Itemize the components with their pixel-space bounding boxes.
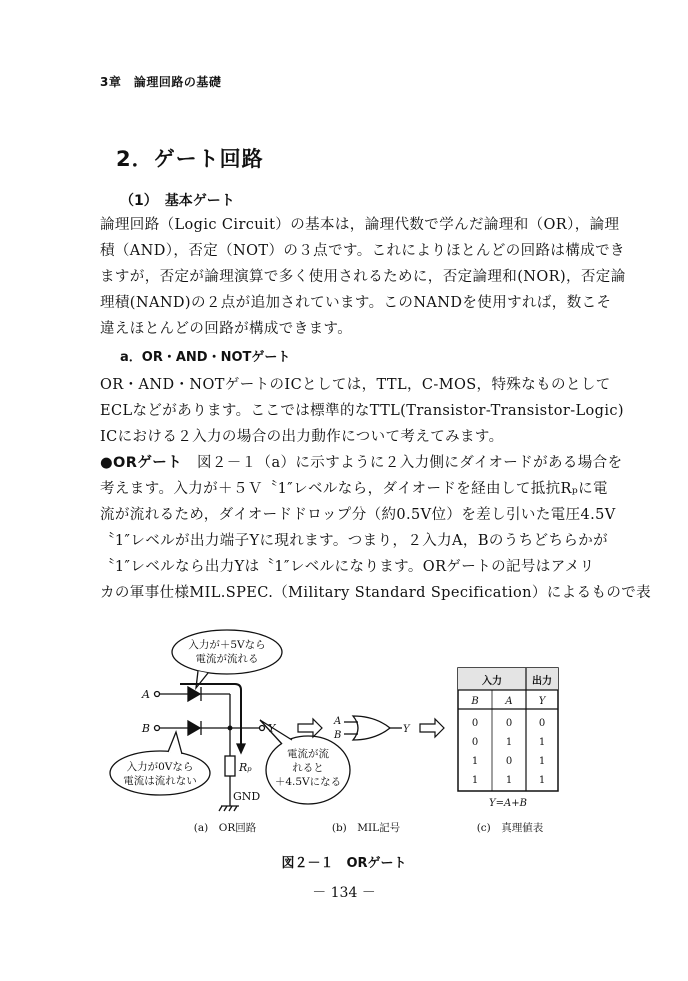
truth-table-equation: Y=A+B [489, 798, 527, 809]
arrow-icon [298, 719, 322, 737]
truth-table-cell: 1 [505, 737, 513, 748]
or-gate-text: 図２－１（a）に示すように２入力側にダイオードがある場合を [182, 455, 623, 471]
truth-table-header: A [505, 696, 513, 707]
label-a: A [142, 688, 150, 701]
subcaption-a: (a) OR回路 [193, 822, 257, 834]
body-line: ICにおける２入力の場合の出力動作について考えてみます。 [100, 429, 504, 445]
label-y: Y [268, 722, 276, 735]
resistor-rp [225, 756, 235, 776]
truth-table-group-output: 出力 [532, 676, 552, 687]
truth-table-header: Y [538, 696, 546, 707]
truth-table-cell: 1 [538, 756, 546, 767]
subsection-a-heading: a．OR・AND・NOTゲート [120, 350, 291, 365]
input-a-terminal [155, 692, 160, 697]
body-line: 〝1″レベルが出力端子Yに現れます。つまり，２入力A，Bのうちどちらかが [100, 533, 609, 549]
or-gate-lead: ●ORゲート [100, 455, 183, 471]
body-line: 論理回路（Logic Circuit）の基本は，論理代数で学んだ論理和（OR），論理 [100, 217, 620, 233]
body-line: カの軍事仕様MIL.SPEC.（Military Standard Specification）によるもので表 [100, 585, 652, 601]
label-gnd: GND [233, 790, 261, 803]
diode-a [188, 687, 200, 701]
label-rp: Rₚ [239, 761, 252, 774]
section-title: 2．ゲート回路 [116, 147, 264, 171]
callout-left-line: 電流は流れない [123, 775, 197, 787]
figure-caption: 図２－１ ORゲート [281, 856, 407, 871]
body-line: 積（AND），否定（NOT）の３点です。これによりほとんどの回路は構成でき [100, 243, 625, 259]
diode-b [188, 721, 200, 735]
callout-right-line: 電流が流 [287, 748, 329, 760]
callout-left-line: 入力が0Vなら [126, 761, 194, 773]
callout-top-line: 入力が＋5Vなら [188, 639, 266, 651]
mil-or-symbol [344, 716, 402, 740]
arrow-icon [420, 719, 444, 737]
callout-left-bubble [110, 751, 210, 795]
callout-right-line: ＋4.5Vになる [274, 776, 342, 788]
body-line: ますが，否定が論理演算で多く使用されるために，否定論理和(NOR)，否定論 [100, 269, 626, 285]
label-b: B [141, 722, 150, 735]
body-line: ECLなどがあります。ここでは標準的なTTL(Transistor-Transistor-Logic) [100, 403, 624, 419]
body-line: 考えます。入力が＋５Ｖ〝1″レベルなら，ダイオードを経由して抵抗Rₚに電 [100, 481, 608, 497]
callout-top-line: 電流が流れる [195, 653, 259, 665]
truth-table-header: B [471, 696, 479, 707]
mil-label-a: A [334, 716, 342, 727]
body-line: 理積(NAND)の２点が追加されています。このNANDを使用すれば，数こそ [100, 295, 612, 311]
mil-label-b: B [334, 730, 342, 741]
callout-right-line: れると [292, 762, 324, 774]
truth-table-cell: 1 [538, 737, 546, 748]
truth-table-group-input: 入力 [482, 676, 502, 687]
truth-table-cell: 1 [538, 775, 546, 786]
callout-top-bubble [172, 630, 282, 674]
subcaption-b: (b) MIL記号 [331, 822, 401, 834]
body-line [100, 451, 623, 472]
input-b-terminal [155, 726, 160, 731]
mil-label-y: Y [403, 724, 410, 735]
running-head: 3章 論理回路の基礎 [100, 75, 222, 89]
truth-table-cell: 0 [505, 756, 513, 767]
body-line: 流が流れるため，ダイオードドロップ分（約0.5V位）を差し引いた電圧4.5V [100, 507, 616, 523]
subcaption-c: (c) 真理値表 [476, 822, 544, 834]
page-number: － 134 － [312, 885, 376, 901]
or-gate-figure [100, 628, 588, 848]
truth-table-cell: 1 [471, 775, 479, 786]
body-line: 〝1″レベルなら出力Yは〝1″レベルになります。ORゲートの記号はアメリ [100, 559, 595, 575]
truth-table-cell: 0 [471, 737, 479, 748]
subsection-heading: （1） 基本ゲート [120, 193, 235, 209]
truth-table-cell: 1 [471, 756, 479, 767]
body-line: OR・AND・NOTゲートのICとしては，TTL，C-MOS，特殊なものとして [100, 377, 611, 393]
body-line: 違えほとんどの回路が構成できます。 [100, 321, 353, 337]
truth-table-cell: 0 [471, 718, 479, 729]
truth-table-cell: 0 [505, 718, 513, 729]
output-y-terminal [260, 726, 265, 731]
circuit-labels [123, 638, 341, 803]
truth-table-cell: 1 [505, 775, 513, 786]
truth-table-cell: 0 [538, 718, 546, 729]
